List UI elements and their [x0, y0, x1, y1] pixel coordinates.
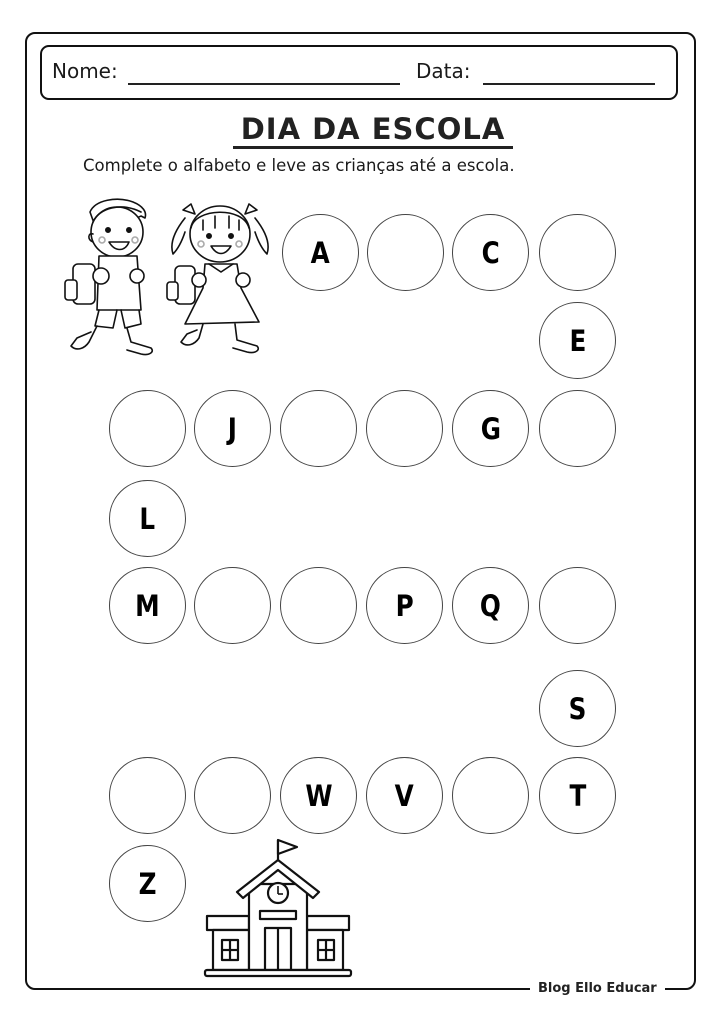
- letter-circle-2[interactable]: [367, 214, 444, 291]
- letter-circle-22[interactable]: [366, 757, 443, 834]
- letter-circle-3[interactable]: [452, 214, 529, 291]
- letter-circle-17[interactable]: [452, 567, 529, 644]
- letter-circle-11[interactable]: [109, 390, 186, 467]
- letter-circle-7[interactable]: [452, 390, 529, 467]
- letter-circle-20[interactable]: [539, 757, 616, 834]
- letter-circle-12[interactable]: [109, 480, 186, 557]
- letter-circle-19[interactable]: [539, 670, 616, 747]
- name-field[interactable]: [128, 83, 400, 85]
- letter-text: V: [394, 778, 415, 813]
- name-label: Nome:: [52, 59, 118, 83]
- letter-text: L: [139, 501, 156, 536]
- letter-circle-1[interactable]: [282, 214, 359, 291]
- letter-circle-14[interactable]: [194, 567, 271, 644]
- school-building-icon: [203, 836, 353, 978]
- letter-circle-26[interactable]: [109, 845, 186, 922]
- letter-circle-18[interactable]: [539, 567, 616, 644]
- letter-circle-13[interactable]: [109, 567, 186, 644]
- letter-circle-9[interactable]: [280, 390, 357, 467]
- letter-circle-23[interactable]: [280, 757, 357, 834]
- page-title-text: DIA DA ESCOLA: [233, 112, 514, 149]
- letter-text: W: [304, 778, 333, 813]
- girl-icon: [167, 204, 268, 353]
- letter-text: J: [227, 411, 238, 446]
- date-label: Data:: [416, 59, 471, 83]
- children-illustration-icon: [55, 192, 275, 367]
- instructions-text: Complete o alfabeto e leve as crianças até a escola.: [83, 156, 515, 175]
- page-title: [0, 112, 724, 149]
- letter-text: A: [310, 235, 331, 270]
- letter-text: Q: [480, 588, 501, 623]
- date-field[interactable]: [483, 83, 655, 85]
- letter-circle-8[interactable]: [366, 390, 443, 467]
- letter-text: T: [569, 778, 586, 813]
- letter-circle-25[interactable]: [109, 757, 186, 834]
- letter-text: S: [568, 691, 587, 726]
- letter-circle-16[interactable]: [366, 567, 443, 644]
- letter-circle-15[interactable]: [280, 567, 357, 644]
- letter-text: Z: [138, 866, 157, 901]
- student-info-box: [40, 45, 678, 100]
- letter-circle-10[interactable]: [194, 390, 271, 467]
- letter-text: C: [481, 235, 500, 270]
- letter-text: M: [135, 588, 160, 623]
- letter-text: G: [480, 411, 501, 446]
- letter-circle-5[interactable]: [539, 302, 616, 379]
- footer-credit: Blog Ello Educar: [530, 981, 665, 996]
- letter-circle-24[interactable]: [194, 757, 271, 834]
- boy-icon: [65, 199, 152, 354]
- letter-text: P: [395, 588, 414, 623]
- letter-text: E: [569, 323, 586, 358]
- letter-circle-21[interactable]: [452, 757, 529, 834]
- letter-circle-4[interactable]: [539, 214, 616, 291]
- letter-circle-6[interactable]: [539, 390, 616, 467]
